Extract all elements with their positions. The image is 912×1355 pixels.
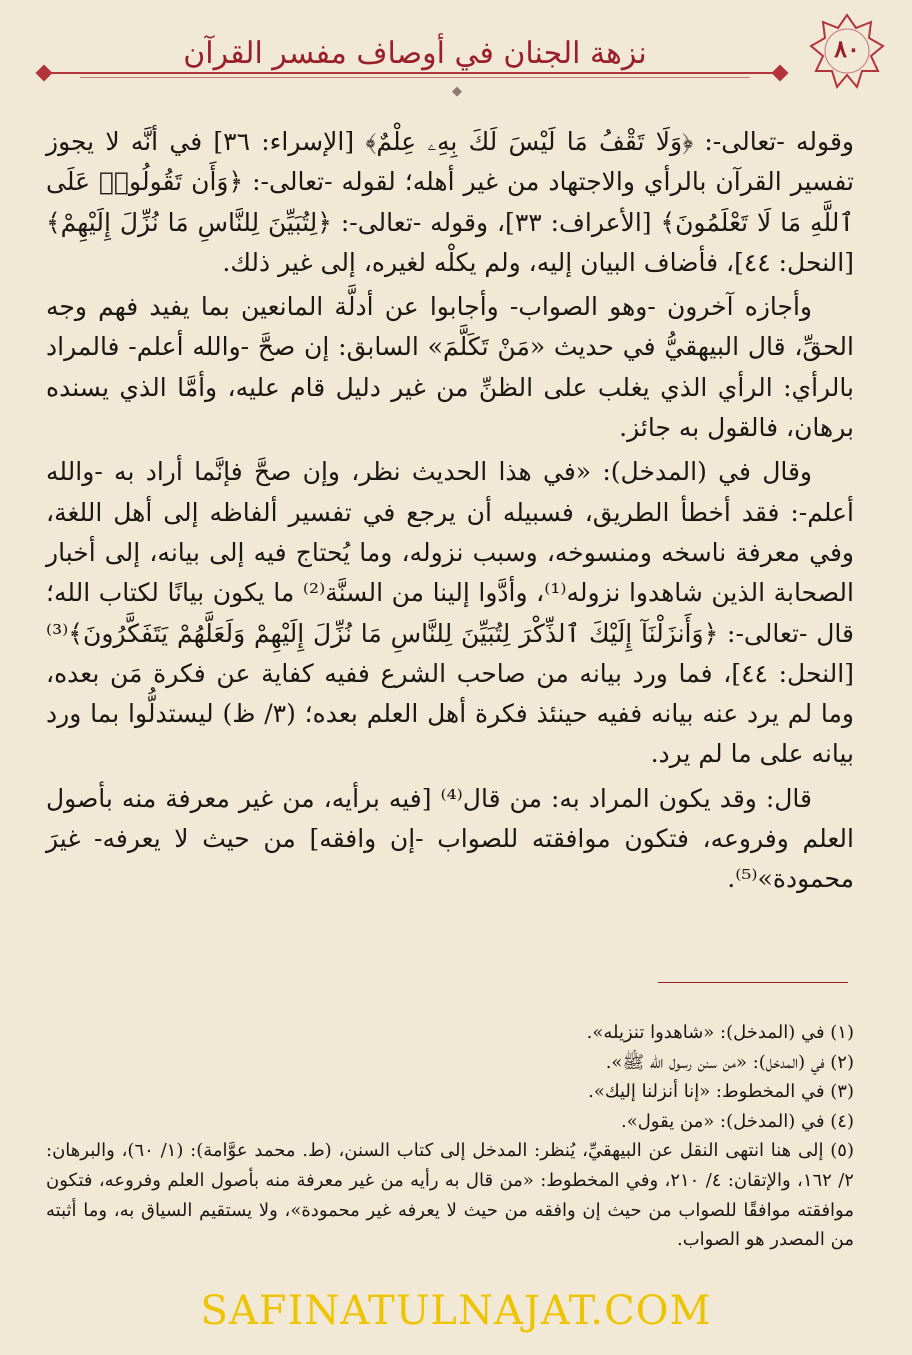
main-text <box>46 122 854 904</box>
header-rule <box>50 72 780 74</box>
watermark: SAFINATULNAJAT.COM <box>200 1288 712 1334</box>
footnote: (٣) في المخطوط: «إنا أنزلنا إليك». <box>588 1081 854 1103</box>
page-header <box>20 6 892 88</box>
paragraph: وقال في (المدخل): «في هذا الحديث نظر، وإن صحَّ فإنَّما أراد به -والله أعلم-: فقد أخطأ الطريق، فسبيله أن يرجع في تفسير ألفاظه إلى أهل اللغة، وفي معرفة ناسخه ومنسوخه، وسبب نزوله، وما يُحتاج فيه إلى بيانه، إلى أخبار الصحابة الذين شاهدوا نزوله⁽¹⁾، وأدَّوا إلينا من السنَّة⁽²⁾ ما يكون بيانًا لكتاب الله؛ قال -تعالى-: ﴿وَأَنزَلْنَآ إِلَيْكَ ٱلذِّكْرَ لِتُبَيِّنَ لِلنَّاسِ مَا نُزِّلَ إِلَيْهِمْ وَلَعَلَّهُمْ يَتَفَكَّرُونَ﴾⁽³⁾ [النحل: ٤٤]، فما ورد بيانه من صاحب الشرع ففيه كفاية عن فكرة مَن بعده، وما لم يرد عنه بيانه ففيه حينئذ فكرة أهل العلم بعده؛ (٣/ ظ) ليستدلُّوا بما ورد بيانه على ما لم يرد. <box>46 457 854 769</box>
page-number-medallion-icon <box>808 12 886 90</box>
header-rule-thin <box>80 77 750 78</box>
paragraph: قال: وقد يكون المراد به: من قال⁽⁴⁾ [فيه برأيه، من غير معرفة منه بأصول العلم وفروعه، فتكون موافقته للصواب -إن وافقه] من حيث لا يعرفه- غيرَ محمودة»⁽⁵⁾. <box>46 783 854 894</box>
small-ornament-icon: ◆ <box>452 84 462 99</box>
paragraph: وقوله -تعالى-: ﴿وَلَا تَقْفُ مَا لَيْسَ لَكَ بِهِۦ عِلْمٌ﴾ [الإسراء: ٣٦] في أنَّه لا يجوز تفسير القرآن بالرأي والاجتهاد من غير أهله؛ لقوله -تعالى-: ﴿وَأَن تَقُولُوا۟ عَلَى ٱللَّهِ مَا لَا تَعْلَمُونَ﴾ [الأعراف: ٣٣]، وقوله -تعالى-: ﴿لِتُبَيِّنَ لِلنَّاسِ مَا نُزِّلَ إِلَيْهِمْ﴾ [النحل: ٤٤]، فأضاف البيان إليه، ولم يكلْه لغيره، إلى غير ذلك. <box>46 127 854 277</box>
footnote: (٢) في (المدخل): «من سنن رسول الله ﷺ». <box>605 1051 854 1073</box>
footnotes <box>46 1018 854 1255</box>
footnote: (٥) إلى هنا انتهى النقل عن البيهقيِّ، يُنظر: المدخل إلى كتاب السنن، (ط. محمد عوَّامة): (١/ ٦٠)، والبرهان: ٢/ ١٦٢، والإتقان: ٤/ ٢١٠، وفي المخطوط: «من قال به رأيه من غير معرفة منه بأصول العلم وفروعه، فتكون موافقته موافقًا للصواب من حيث إن وافقه من حيث لا يعرفه غير محمودة»، ولا يستقيم السياق به، وما أثبته من المصدر هو الصواب. <box>46 1140 854 1251</box>
paragraph: وأجازه آخرون -وهو الصواب- وأجابوا عن أدلَّة المانعين بما يفيد فهم وجه الحقِّ، قال البيهقيُّ في حديث «مَنْ تَكَلَّمَ» السابق: إن صحَّ -والله أعلم- فالمراد بالرأي: الرأي الذي يغلب على الظنِّ من غير دليل قام عليه، وأمَّا الذي يسنده برهان، فالقول به جائز. <box>46 292 854 443</box>
page-number: ٨٠ <box>834 34 860 63</box>
running-title: نزهة الجنان في أوصاف مفسر القرآن <box>183 36 647 71</box>
footnote-separator <box>658 982 848 983</box>
footnote: (٤) في (المدخل): «من يقول». <box>620 1110 854 1132</box>
footnote: (١) في (المدخل): «شاهدوا تنزيله». <box>586 1022 854 1043</box>
